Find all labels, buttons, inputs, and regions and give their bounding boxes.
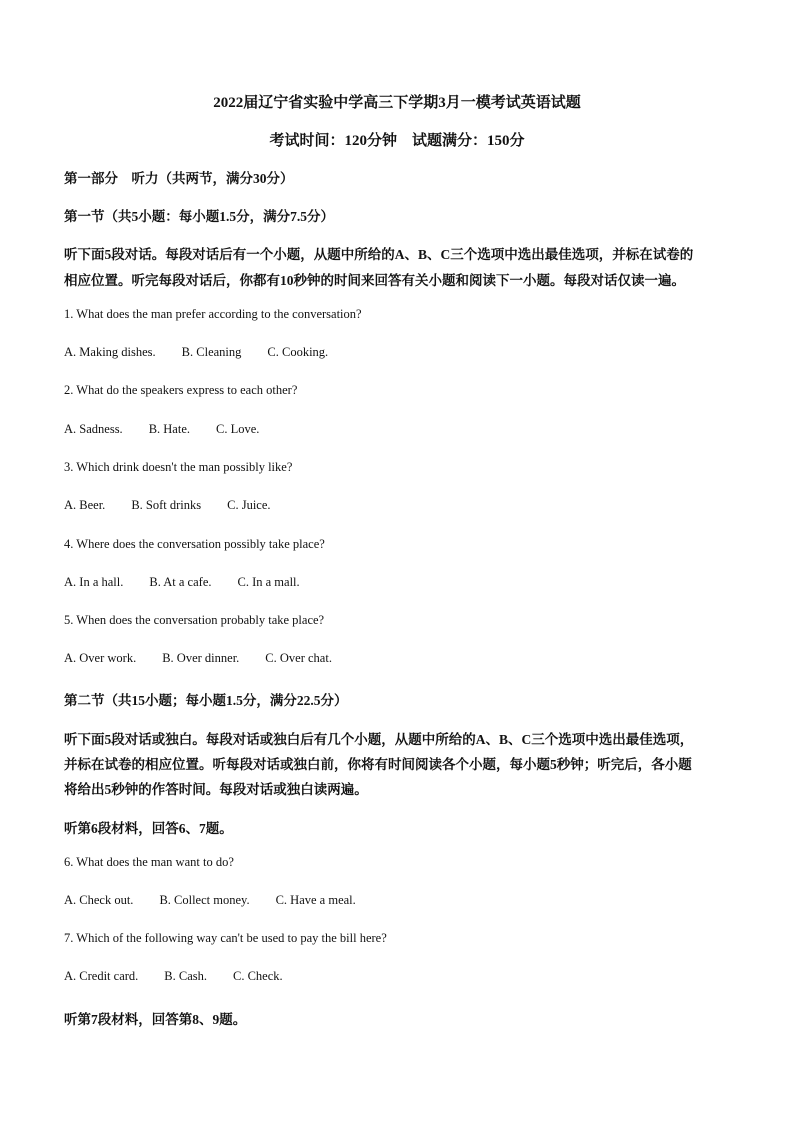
option-a: A. In a hall. [64, 575, 124, 589]
option-c: C. Check. [233, 969, 283, 983]
option-c: C. In a mall. [237, 575, 300, 589]
question-5: 5. When does the conversation probably take place? [64, 613, 325, 627]
section1-instructions-line2: 相应位置。听完每段对话后，你都有10秒钟的时间来回答有关小题和阅读下一小题。每段对话仅读一遍。 [64, 273, 685, 288]
section2-instructions-line1: 听下面5段对话或独白。每段对话或独白后有几个小题，从题中所给的A、B、C三个选项中选出最佳选项， [64, 732, 694, 747]
option-c: C. Over chat. [265, 651, 332, 665]
question-2-options [64, 422, 285, 437]
option-b: B. Over dinner. [162, 651, 240, 665]
group-7-heading: 听第7段材料，回答第8、9题。 [64, 1012, 247, 1027]
option-b: B. Soft drinks [131, 498, 202, 512]
option-a: A. Making dishes. [64, 345, 156, 359]
option-c: C. Have a meal. [275, 893, 356, 907]
option-a: A. Credit card. [64, 969, 139, 983]
option-a: A. Beer. [64, 498, 106, 512]
question-4-options [64, 575, 326, 590]
question-4: 4. Where does the conversation possibly take place? [64, 537, 325, 551]
section2-instructions-line3: 将给出5秒钟的作答时间。每段对话或独白读两遍。 [64, 782, 368, 797]
option-c: C. Juice. [227, 498, 271, 512]
option-a: A. Sadness. [64, 422, 123, 436]
option-b: B. Collect money. [159, 893, 250, 907]
section2-instructions-line2: 并标在试卷的相应位置。听每段对话或独白前，你将有时间阅读各个小题，每小题5秒钟；听完后，各小题 [64, 757, 692, 772]
option-a: A. Over work. [64, 651, 137, 665]
section2-heading: 第二节（共15小题；每小题1.5分，满分22.5分） [64, 693, 348, 708]
option-b: B. Cleaning [181, 345, 242, 359]
exam-subtitle: 考试时间：120分钟 试题满分：150分 [269, 133, 525, 149]
option-c: C. Love. [216, 422, 260, 436]
option-b: B. At a cafe. [149, 575, 212, 589]
question-7-options [64, 969, 309, 984]
option-c: C. Cooking. [267, 345, 329, 359]
part1-heading: 第一部分 听力（共两节，满分30分） [64, 171, 294, 186]
question-7: 7. Which of the following way can't be used to pay the bill here? [64, 931, 387, 945]
question-6: 6. What does the man want to do? [64, 855, 234, 869]
question-2: 2. What do the speakers express to each other? [64, 383, 298, 397]
question-1: 1. What does the man prefer according to the conversation? [64, 307, 362, 321]
question-3-options [64, 498, 297, 513]
question-6-options [64, 893, 382, 908]
option-b: B. Cash. [164, 969, 207, 983]
option-a: A. Check out. [64, 893, 134, 907]
group-6-heading: 听第6段材料，回答6、7题。 [64, 821, 233, 836]
section1-instructions-line1: 听下面5段对话。每段对话后有一个小题，从题中所给的A、B、C三个选项中选出最佳选项，并标在试卷的 [64, 247, 694, 262]
question-1-options [64, 345, 354, 360]
question-3: 3. Which drink doesn't the man possibly like? [64, 460, 293, 474]
exam-title: 2022届辽宁省实验中学高三下学期3月一模考试英语试题 [213, 95, 581, 111]
section1-heading: 第一节（共5小题：每小题1.5分，满分7.5分） [64, 209, 334, 224]
option-b: B. Hate. [148, 422, 190, 436]
question-5-options [64, 651, 358, 666]
